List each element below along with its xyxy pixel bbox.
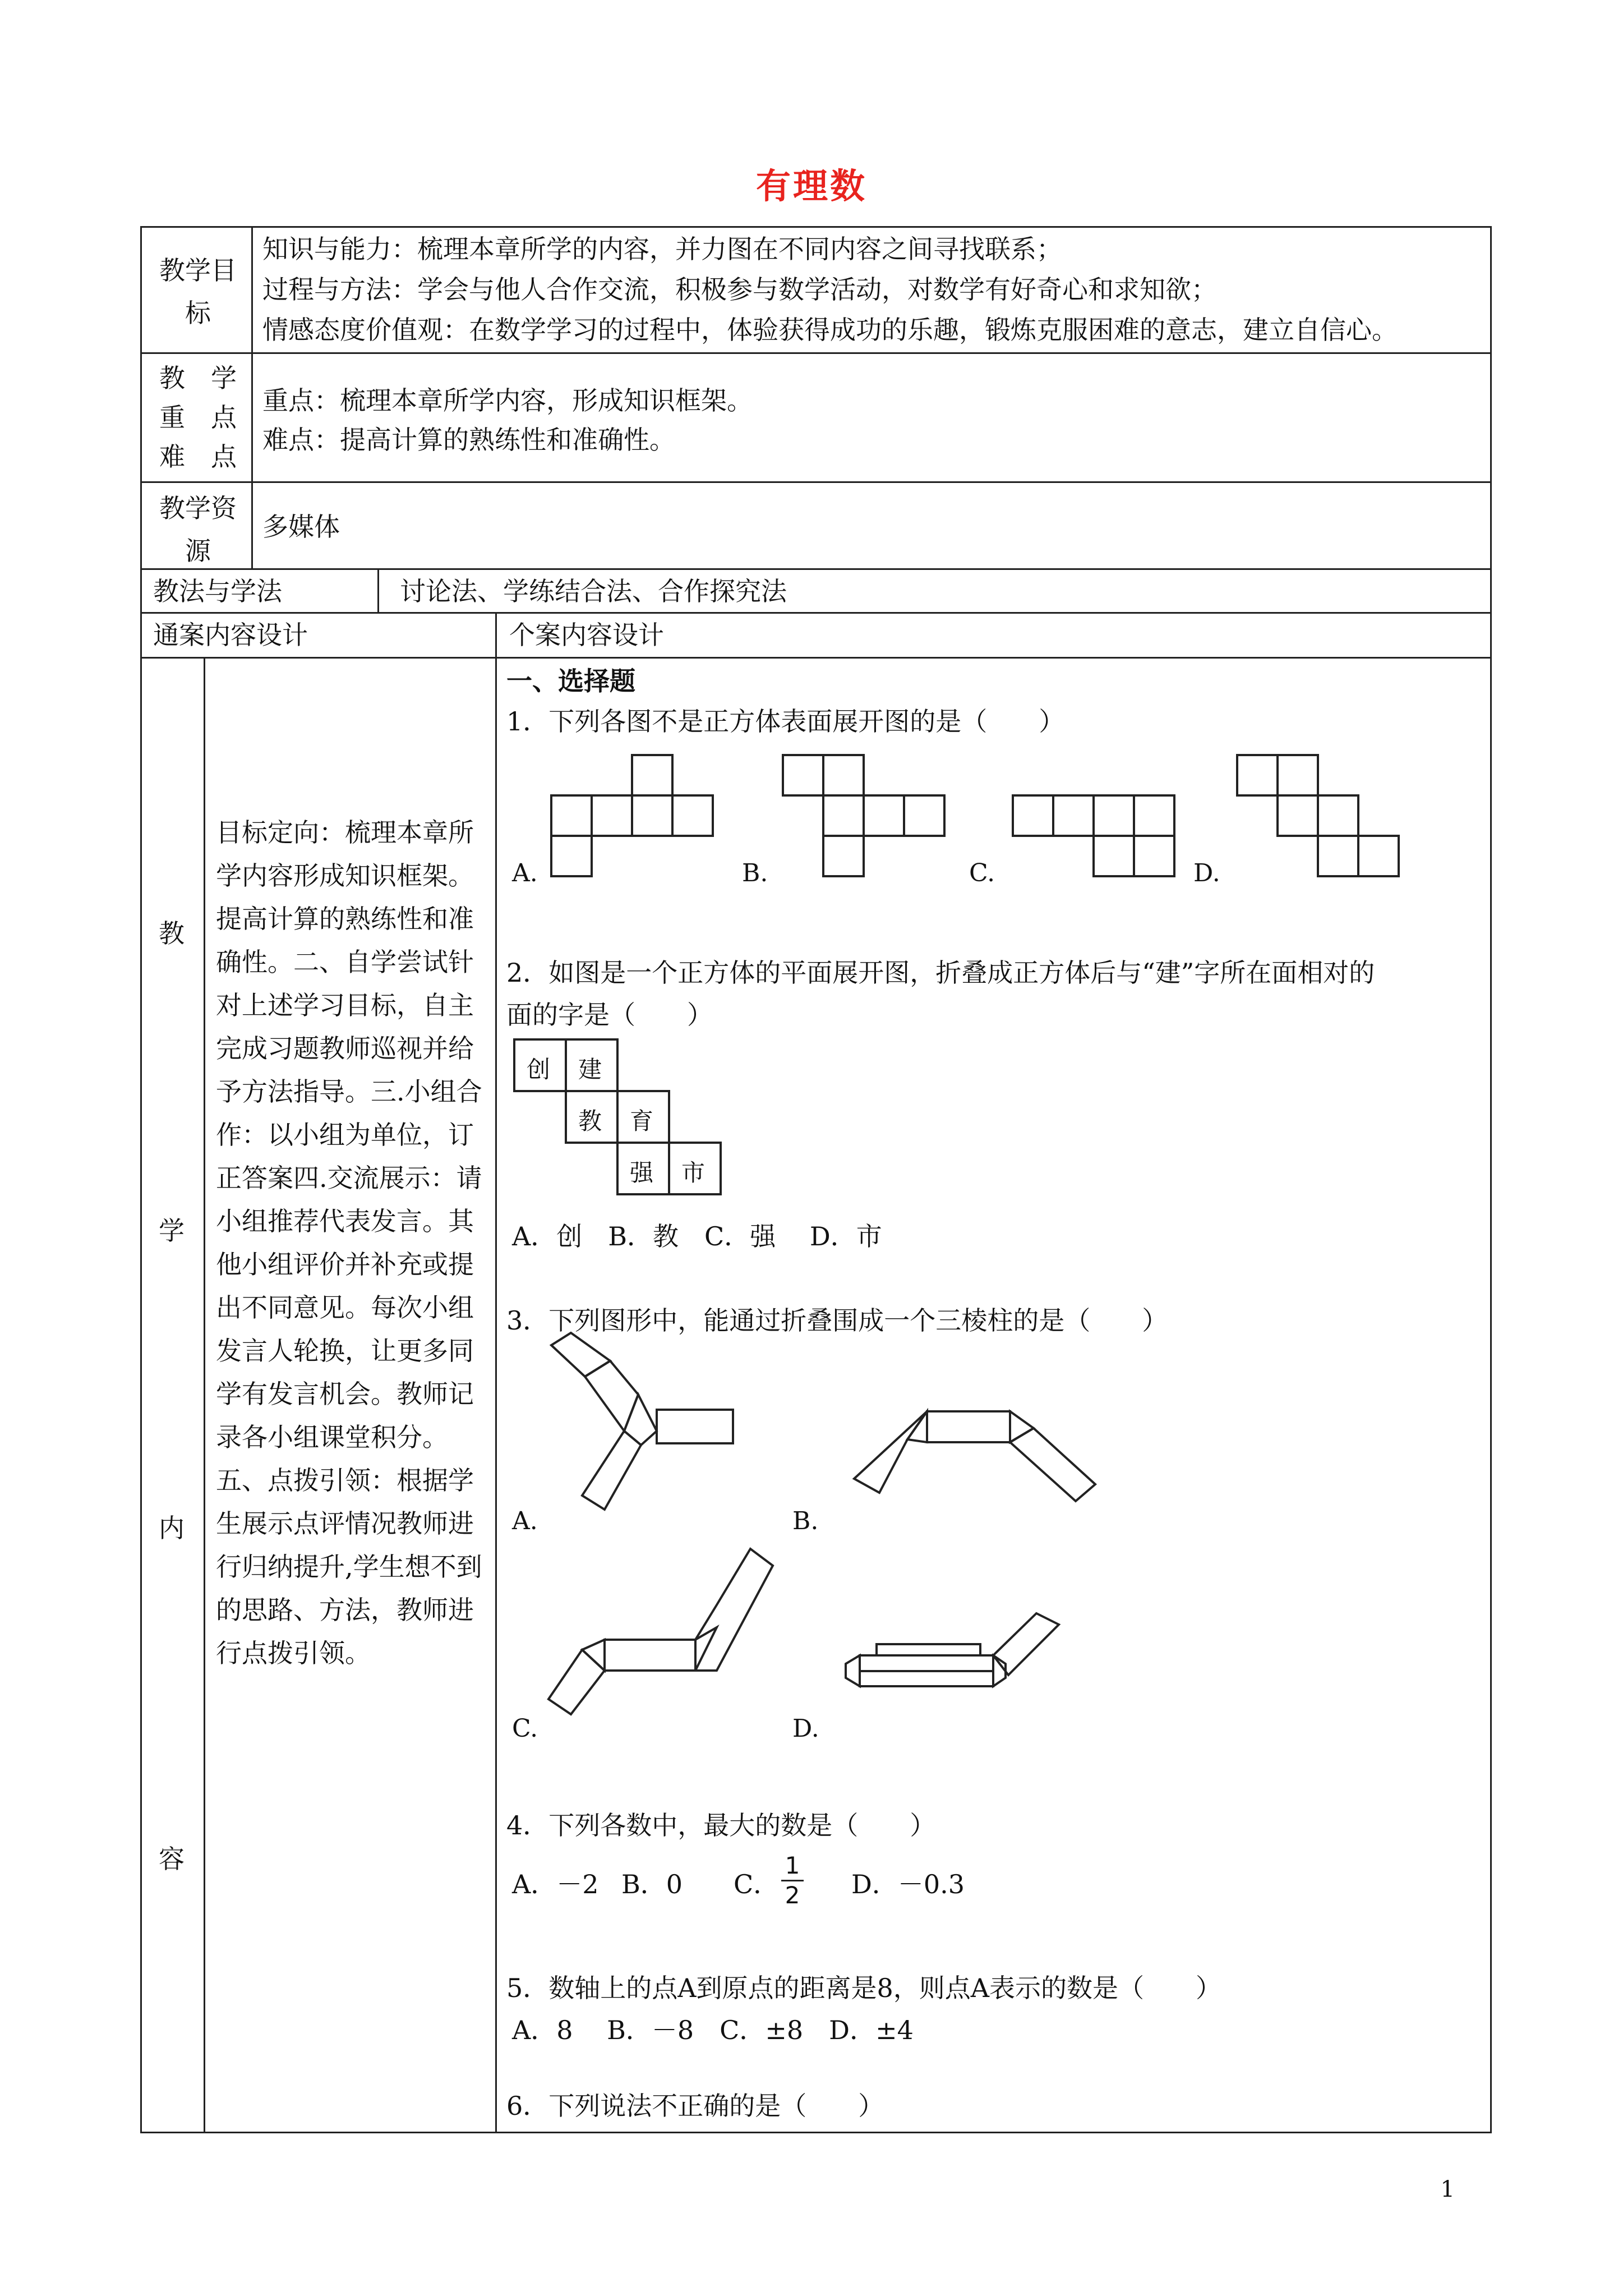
method-label: 教法与学法	[153, 576, 282, 606]
content-label-char: 内	[159, 1513, 185, 1543]
col-divider	[377, 568, 379, 612]
question-5: 5．数轴上的点A到原点的距离是8，则点A表示的数是（ ）	[506, 1973, 1221, 2003]
q4-option-d: D．－0.3	[851, 1869, 965, 1899]
q1-option-c: C.	[969, 859, 995, 887]
q1-option-a: A.	[512, 859, 538, 887]
row-divider	[142, 657, 1492, 659]
section-title: 一、选择题	[506, 666, 635, 696]
q3-option-d: D.	[792, 1714, 819, 1743]
lesson-plan-table	[140, 226, 1492, 2133]
q3-net-a	[551, 1333, 776, 1524]
question-2-line2: 面的字是（ ）	[506, 1000, 713, 1030]
q3-net-b	[837, 1361, 1118, 1529]
q4-fraction-denominator: 2	[781, 1880, 804, 1910]
content-label-char: 容	[159, 1844, 185, 1874]
individual-design-label: 个案内容设计	[509, 620, 664, 650]
q4-option-a: A．－2	[512, 1869, 599, 1899]
col-divider	[204, 657, 205, 2133]
q5-options: A．8 B．－8 C．±8 D．±4	[512, 2015, 914, 2045]
q4-option-c: C．	[734, 1869, 780, 1899]
goal-line: 情感态度价值观：在数学学习的过程中，体验获得成功的乐趣，锻炼克服困难的意志，建立自信心。	[262, 315, 1398, 345]
row-divider	[142, 612, 1492, 614]
goal-line: 过程与方法：学会与他人合作交流，积极参与数学活动，对数学有好奇心和求知欲；	[262, 274, 1217, 305]
document-title: 有理数	[755, 165, 867, 206]
difficult-point: 难点：提高计算的熟练性和准确性。	[262, 425, 675, 455]
question-4: 4．下列各数中，最大的数是（ ）	[506, 1810, 936, 1841]
row-divider	[142, 568, 1492, 570]
q1-net-d	[1237, 755, 1405, 890]
method-text: 讨论法、学练结合法、合作探究法	[400, 576, 787, 606]
q2-cell: 强	[630, 1159, 654, 1186]
q1-option-b: B.	[742, 859, 768, 887]
q2-options: A．创 B．教 C．强 D．市	[512, 1221, 882, 1251]
q4-option-b: B．0	[621, 1869, 683, 1899]
question-2-line1: 2．如图是一个正方体的平面展开图，折叠成正方体后与“建”字所在面相对的	[506, 958, 1375, 988]
page-number: 1	[1440, 2177, 1455, 2202]
question-1: 1．下列各图不是正方体表面展开图的是（ ）	[506, 706, 1065, 737]
resource-label: 教学资源	[159, 493, 237, 566]
q1-net-c	[1013, 795, 1181, 891]
question-3: 3．下列图形中，能通过折叠围成一个三棱柱的是（ ）	[506, 1305, 1168, 1336]
q4-fraction-numerator: 1	[785, 1852, 800, 1879]
q3-option-a: A.	[512, 1507, 538, 1535]
col-divider	[251, 228, 253, 568]
teaching-steps: 目标定向：梳理本章所学内容形成知识框架。提高计算的熟练性和准确性。二、自学尝试针对上述学习目标，自主完成习题教师巡视并给予方法指导。三.小组合作：以小组为单位，订正答案四.交流展示：请小组推荐代表发言。其他小组评价并补充或提出不同意见。每次小组发言人轮换，让更多同学有发言机会。教师记录各小组课堂积分。五、点拨引领：根据学生展示点评情况教师进行归纳提升,学生想不到的思路、方法，教师进行点拨引领。	[216, 817, 482, 1668]
goal-line: 知识与能力：梳理本章所学的内容，并力图在不同内容之间寻找联系；	[262, 234, 1062, 264]
q2-cell: 建	[578, 1056, 602, 1083]
q1-option-d: D.	[1193, 859, 1220, 887]
row-divider	[142, 481, 1492, 483]
content-label-char: 教	[159, 918, 185, 949]
q1-net-b	[783, 755, 951, 890]
q3-option-c: C.	[512, 1714, 538, 1743]
common-design-label: 通案内容设计	[153, 620, 308, 650]
key-point: 重点：梳理本章所学内容，形成知识框架。	[262, 385, 753, 416]
content-label-char: 学	[159, 1216, 185, 1246]
q2-cell: 市	[681, 1159, 706, 1186]
key-label-line: 重 点	[159, 402, 237, 432]
q2-cell: 育	[630, 1107, 654, 1135]
resource-text: 多媒体	[262, 512, 340, 542]
q3-option-b: B.	[792, 1507, 819, 1535]
goal-label: 教学目标	[159, 255, 237, 328]
key-label-line: 难 点	[159, 441, 237, 472]
q3-net-c	[548, 1549, 818, 1734]
q1-net-a	[551, 755, 720, 890]
q2-cell: 教	[578, 1107, 602, 1135]
q3-net-d	[846, 1613, 1087, 1782]
q4-fraction	[781, 1852, 804, 1910]
row-divider	[142, 352, 1492, 354]
col-divider	[495, 612, 497, 2133]
q2-cell: 创	[527, 1056, 551, 1083]
key-label-line: 教 学	[159, 363, 237, 393]
question-6: 6．下列说法不正确的是（ ）	[506, 2091, 884, 2121]
